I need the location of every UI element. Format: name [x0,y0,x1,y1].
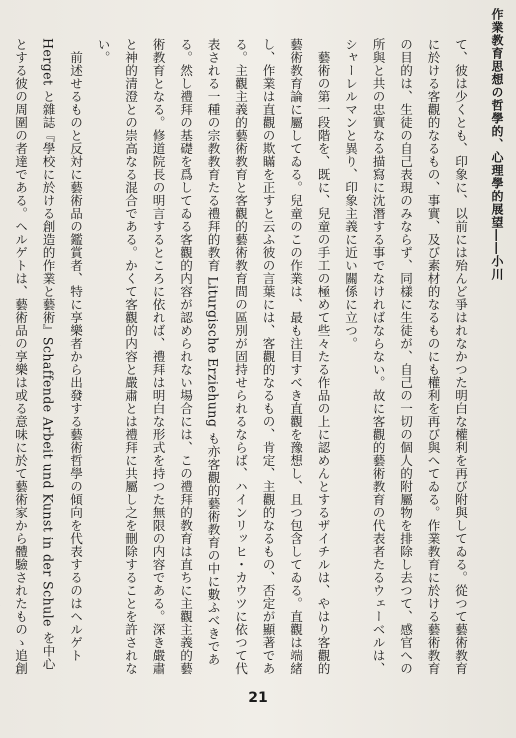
running-header: 作業教育思想の哲學的、心理學的展望――小川 [490,8,504,281]
body-text [13,38,474,678]
page-number: 21 [248,690,268,706]
paragraph-1: て、彼は少くとも、印象に、以前には殆んど爭はれなかつた明白な權利を再び附與してゐる。從つて藝術教育に於ける客觀的なるもの、事實、及び素材的なるものにも權利を再び與へてゐる。作業教育に於ける藝術教育の目的は、生徒の自己表現のみならず、同樣に生徒が、自己の一切の個人的附屬物を排除し去つて、感官への所與と共の忠實なる描寫に沈潛する事でなければならない。故に客觀的藝術教育の代表者たるウェーベルは、シャーレルマンと異り、印象主義に近い關係に立つ。 [343,38,468,675]
paragraph-3: 前述せるものと反対に藝術品の鑑賞者、特に享樂者から出發する藝術哲學の傾向を代表するのはヘルゲト Herget と雜誌『學校に於ける創造的作業と藝術』Schaffende Arbeit und Kunst in der Schule を中心とする彼の周圍の者達である。ヘルゲトは、藝術品の享樂は或る意味に於て藝術家から體驗されたものゝ追創 [13,38,83,675]
paragraph-2: 藝術の第一段階を、既に、兒童の手工の極めて些々たる作品の上に認めんとするザイチルは、やはり客觀的藝術教育論に屬してゐる。兒童のこの作業は、最も注目すべき直觀を豫想し、且つ包含してゐる。直觀は端緒し、作業は直觀の欺瞞を正すと云ふ彼の言葉には、客觀的なるもの、肯定、主觀的なるもの、否定が顯著である。主觀主義的藝術教育と客觀的藝術教育間の區別が固持せられるならば、ハインリッヒ・カウツに依つて代表される一種の宗教教育たる禮拜的教育 Liturgische Erziehung も亦客觀的藝術教育の中に數ふべきである。然し禮拜の基礎を爲してゐる客觀的内容が認められない場合には、この禮拜的教育は直ちに主觀主義的藝術教育となる。修道院長の明言するところに依れば、禮拜は明白な形式を持つた無限の内容である。深き嚴肅と神的清澄との崇高なる混合である。かくて客觀的内容と嚴肅とは禮拜に共屬し之を刪除することを許されない。 [95,38,331,675]
